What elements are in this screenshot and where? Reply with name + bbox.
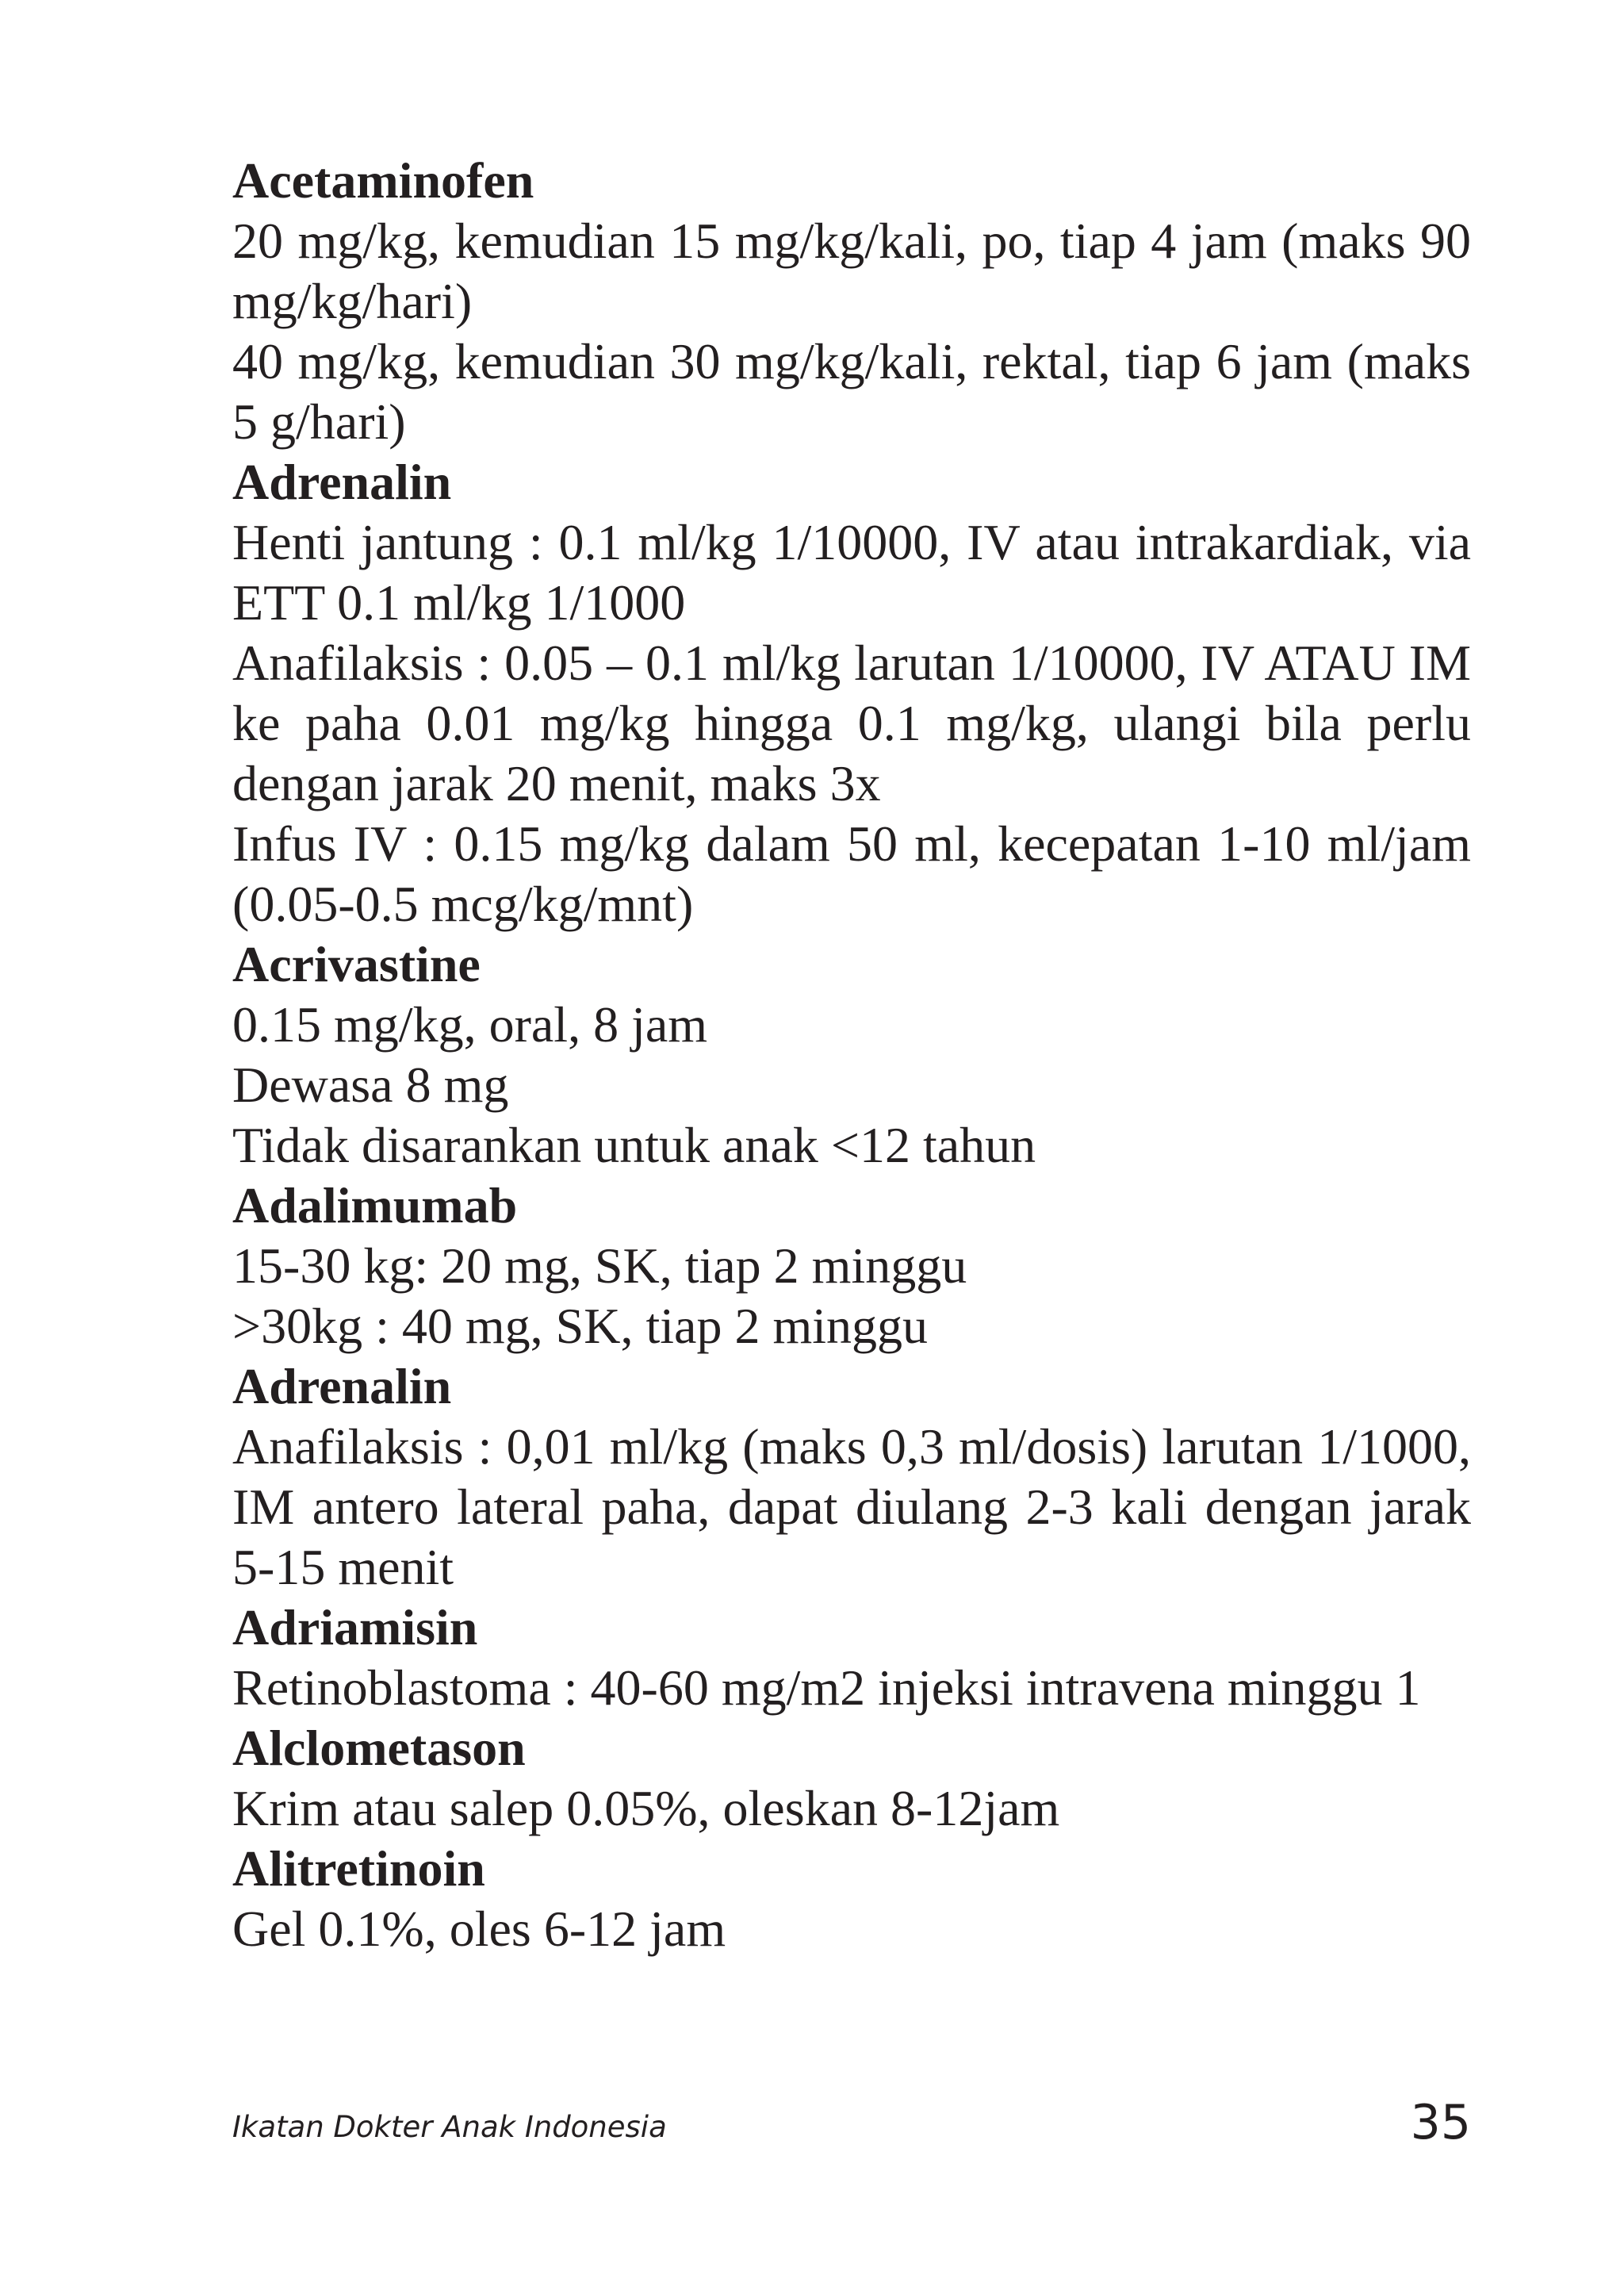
- page-number: 35: [1410, 2095, 1471, 2150]
- dose-line: Krim atau salep 0.05%, oleskan 8-12jam: [232, 1780, 1060, 1836]
- drug-entry-acetaminofen: [232, 151, 1471, 452]
- dose-line: 0.15 mg/kg, oral, 8 jam: [232, 996, 708, 1053]
- footer-publisher: Ikatan Dokter Anak Indonesia: [232, 2110, 667, 2144]
- drug-name: Alclometason: [232, 1720, 526, 1776]
- dose-line: Anafilaksis : 0.05 – 0.1 ml/kg larutan 1/10000, IV ATAU IM ke paha 0.01 mg/kg hingga 0.1 mg/kg, ulangi bila perlu dengan jarak 20 menit, maks 3x: [232, 635, 1471, 811]
- drug-entry-alitretinoin: [232, 1839, 1471, 1959]
- drug-name: Acetaminofen: [232, 152, 534, 209]
- drug-entry-alclometason: [232, 1718, 1471, 1839]
- dose-line: Infus IV : 0.15 mg/kg dalam 50 ml, kecepatan 1-10 ml/jam (0.05-0.5 mcg/kg/mnt): [232, 815, 1471, 932]
- drug-name: Acrivastine: [232, 936, 481, 992]
- drug-entry-adrenalin: [232, 452, 1471, 934]
- dose-line: Anafilaksis : 0,01 ml/kg (maks 0,3 ml/dosis) larutan 1/1000, IM antero lateral paha, dapat diulang 2-3 kali dengan jarak 5-15 menit: [232, 1418, 1471, 1595]
- drug-name: Adriamisin: [232, 1599, 478, 1655]
- dose-line: Gel 0.1%, oles 6-12 jam: [232, 1901, 726, 1957]
- drug-entry-adrenalin-2: [232, 1356, 1471, 1598]
- dose-line: >30kg : 40 mg, SK, tiap 2 minggu: [232, 1298, 928, 1354]
- drug-entry-acrivastine: [232, 934, 1471, 1176]
- dose-line: 20 mg/kg, kemudian 15 mg/kg/kali, po, tiap 4 jam (maks 90 mg/kg/hari): [232, 213, 1471, 329]
- drug-dosage-list: [232, 151, 1471, 1959]
- drug-entry-adriamisin: [232, 1598, 1471, 1718]
- drug-name: Adalimumab: [232, 1177, 518, 1233]
- drug-name: Alitretinoin: [232, 1840, 485, 1897]
- dose-line: 15-30 kg: 20 mg, SK, tiap 2 minggu: [232, 1237, 967, 1294]
- dose-line: Tidak disarankan untuk anak <12 tahun: [232, 1117, 1036, 1173]
- dose-line: 40 mg/kg, kemudian 30 mg/kg/kali, rektal, tiap 6 jam (maks 5 g/hari): [232, 333, 1471, 450]
- drug-entry-adalimumab: [232, 1176, 1471, 1356]
- drug-name: Adrenalin: [232, 1358, 452, 1414]
- dose-line: Henti jantung : 0.1 ml/kg 1/10000, IV atau intrakardiak, via ETT 0.1 ml/kg 1/1000: [232, 514, 1471, 631]
- dose-line: Retinoblastoma : 40-60 mg/m2 injeksi intravena minggu 1: [232, 1659, 1421, 1716]
- dose-line: Dewasa 8 mg: [232, 1057, 509, 1113]
- drug-name: Adrenalin: [232, 454, 452, 510]
